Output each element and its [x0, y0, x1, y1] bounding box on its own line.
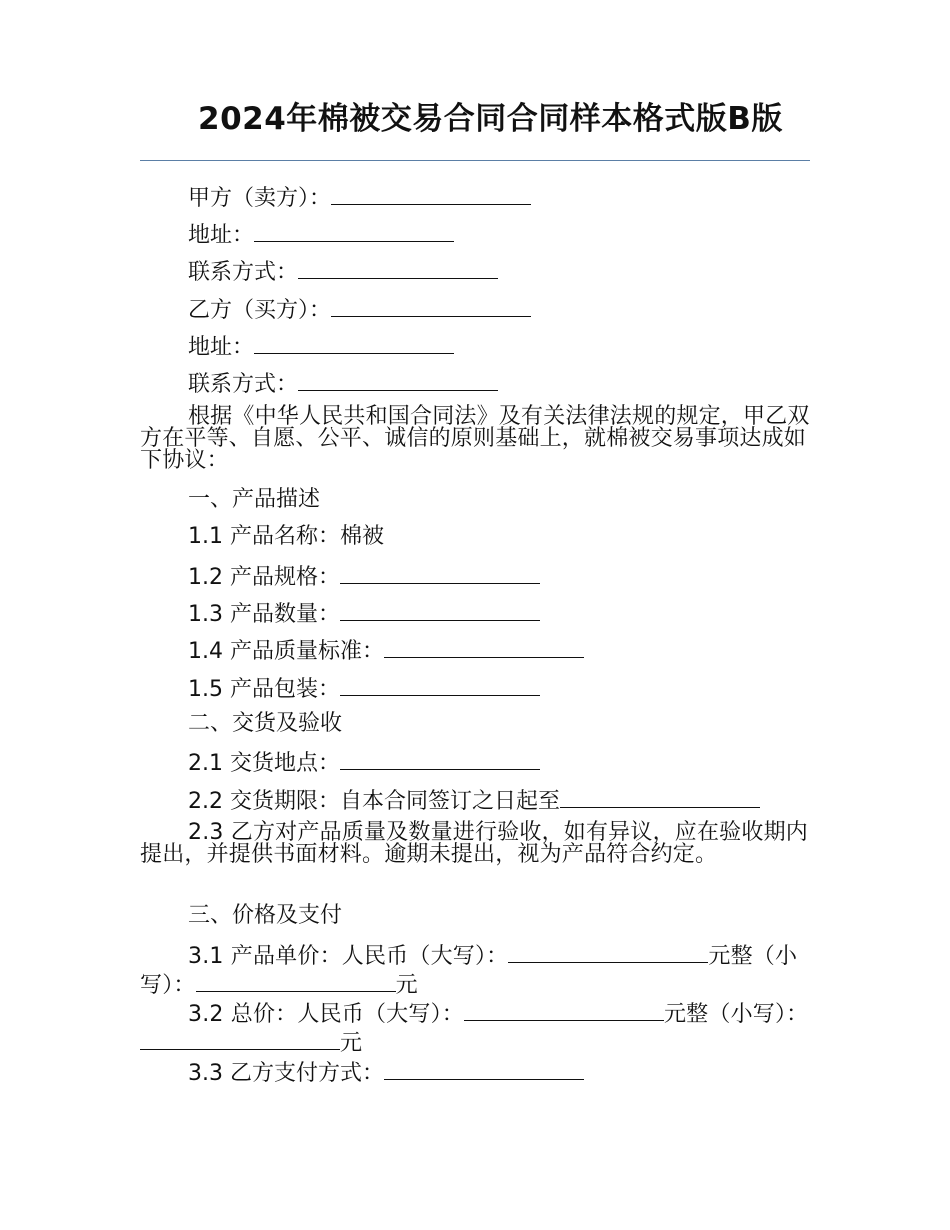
item-3-2-paragraph: [140, 998, 812, 1056]
party-a-address-blank: [254, 219, 454, 242]
party-b-contact-label: 联系方式：: [188, 372, 299, 397]
party-a-address-label: 地址：: [188, 223, 255, 248]
item-1-3-label: 1.3 产品数量：: [188, 602, 340, 627]
item-1-4-line: [188, 635, 584, 666]
section-3-heading: 三、价格及支付: [188, 903, 343, 928]
party-b-label: 乙方（买方）：: [188, 298, 332, 323]
party-a-blank: [331, 182, 531, 205]
item-3-2-mid: 元整（小写）：: [663, 1002, 809, 1027]
party-a-address-line: [188, 219, 454, 250]
section-1-heading: 一、产品描述: [188, 487, 321, 512]
item-1-5-blank: [340, 673, 540, 696]
party-b-line: [188, 294, 531, 325]
section-2-heading: 二、交货及验收: [188, 711, 343, 736]
item-3-1-blank-lower: [196, 969, 396, 992]
item-3-1-end: 元: [395, 973, 418, 998]
item-3-1-blank-upper: [508, 940, 708, 963]
document-title: 2024年棉被交易合同合同样本格式版B版: [198, 101, 783, 137]
party-b-address-blank: [254, 331, 454, 354]
item-1-2-line: [188, 561, 540, 592]
item-2-2-label: 2.2 交货期限：自本合同签订之日起至: [188, 789, 560, 814]
item-1-4-blank: [384, 635, 584, 658]
item-2-3-paragraph: 2.3 乙方对产品质量及数量进行验收，如有异议，应在验收期内提出，并提供书面材料。逾期未提出，视为产品符合约定。: [140, 820, 808, 867]
item-1-2-blank: [340, 561, 540, 584]
item-1-3-blank: [340, 598, 540, 621]
item-3-2-label: 3.2 总价：人民币（大写）：: [188, 1002, 464, 1027]
item-1-3-line: [188, 598, 540, 629]
item-3-3-blank: [384, 1057, 584, 1080]
item-2-1-label: 2.1 交货地点：: [188, 751, 340, 776]
item-3-2-blank-upper: [464, 998, 664, 1021]
party-a-contact-label: 联系方式：: [188, 260, 299, 285]
intro-paragraph: 根据《中华人民共和国合同法》及有关法律法规的规定，甲乙双方在平等、自愿、公平、诚信的原则基础上，就棉被交易事项达成如下协议：: [140, 404, 810, 473]
item-2-2-blank: [560, 785, 760, 808]
item-3-1-paragraph: [140, 940, 812, 998]
item-3-2-end: 元: [340, 1031, 363, 1056]
party-b-address-line: [188, 331, 454, 362]
item-1-5-line: [188, 673, 540, 704]
document-title-block: [140, 101, 810, 162]
party-a-label: 甲方（卖方）：: [188, 186, 332, 211]
item-1-1: 1.1 产品名称：棉被: [188, 524, 384, 549]
title-underline: [140, 160, 810, 161]
party-a-contact-line: [188, 256, 498, 287]
item-3-3-line: [188, 1057, 584, 1088]
item-1-5-label: 1.5 产品包装：: [188, 677, 340, 702]
party-a-line: [188, 182, 531, 213]
item-2-2-line: [188, 785, 760, 816]
item-3-1-label: 3.1 产品单价：人民币（大写）：: [188, 944, 509, 969]
item-3-2-blank-lower: [140, 1027, 340, 1050]
party-b-blank: [331, 294, 531, 317]
item-2-1-line: [188, 747, 540, 778]
item-3-1-mid: 元整（小写）：: [140, 944, 798, 998]
item-2-1-blank: [340, 747, 540, 770]
party-a-contact-blank: [298, 256, 498, 279]
item-1-2-label: 1.2 产品规格：: [188, 565, 340, 590]
item-3-3-label: 3.3 乙方支付方式：: [188, 1061, 384, 1086]
party-b-contact-blank: [298, 368, 498, 391]
party-b-contact-line: [188, 368, 498, 399]
item-1-4-label: 1.4 产品质量标准：: [188, 639, 384, 664]
party-b-address-label: 地址：: [188, 335, 255, 360]
